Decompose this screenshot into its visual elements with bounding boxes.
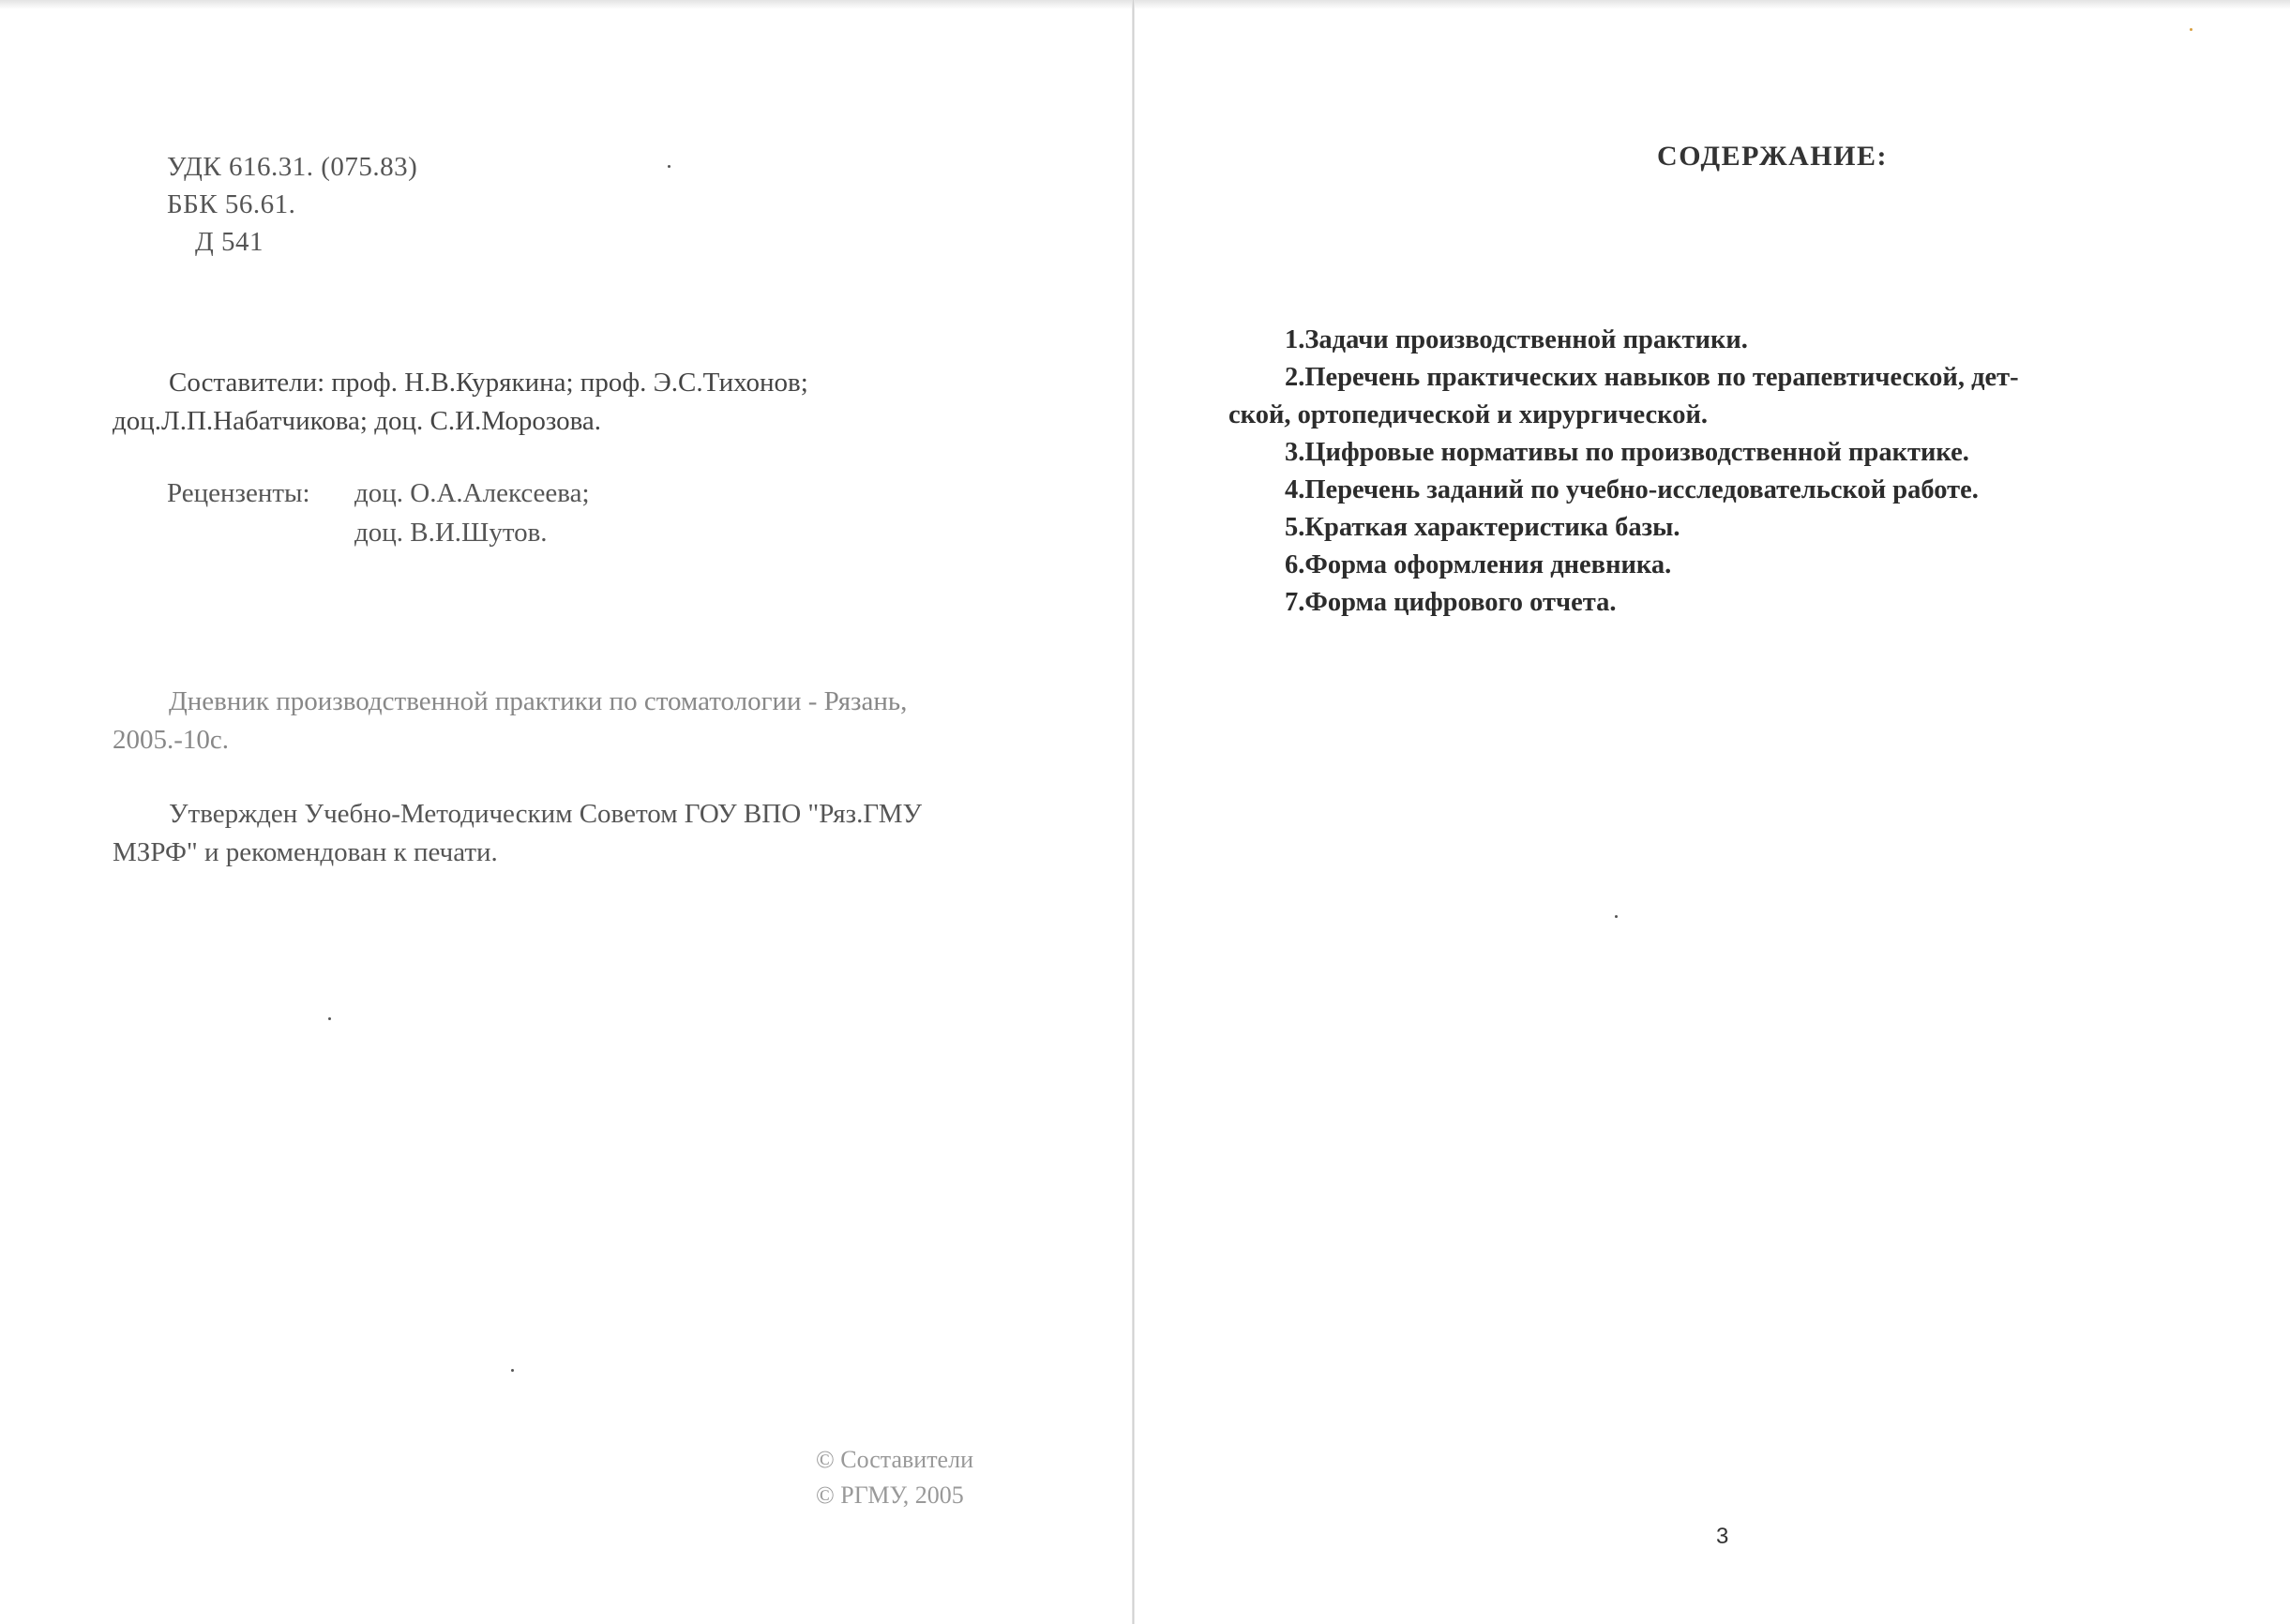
author-sign-code: Д 541 [195, 227, 264, 257]
reviewer-1: доц. О.А.Алексеева; [354, 478, 590, 508]
left-page [0, 0, 1135, 1624]
compilers-line-2: доц.Л.П.Набатчикова; доц. С.И.Морозова. [113, 406, 602, 436]
bibliographic-codes [167, 148, 417, 261]
bbk-code: ББК 56.61. [167, 189, 296, 219]
toc-item-4: 4.Перечень заданий по учебно-исследовательской работе. [1285, 475, 1979, 504]
reviewers-label: Рецензенты: [167, 478, 310, 508]
toc-item-5: 5.Краткая характеристика базы. [1285, 513, 1680, 542]
scan-speck [668, 165, 670, 168]
toc-item-3: 3.Цифровые нормативы по производственной практике. [1285, 438, 1969, 467]
toc-item-7: 7.Форма цифрового отчета. [1285, 588, 1617, 617]
page-number: 3 [1716, 1524, 1729, 1549]
diary-citation [113, 683, 1050, 759]
scan-speck [1615, 915, 1618, 918]
toc-item-6: 6.Форма оформления дневника. [1285, 550, 1672, 579]
toc-item-2-line-1: 2.Перечень практических навыков по терапевтической, дет- [1285, 363, 2019, 392]
scan-speck [328, 1017, 331, 1020]
reviewers-block [167, 474, 590, 552]
approval-statement [113, 795, 1050, 872]
approval-line-2: МЗРФ" и рекомендован к печати. [113, 837, 498, 867]
copyright-university: © РГМУ, 2005 [816, 1481, 964, 1509]
udk-code: УДК 616.31. (075.83) [167, 152, 418, 182]
compilers-line-1: Составители: проф. Н.В.Курякина; проф. Э.С.Тихонов; [169, 368, 808, 398]
diary-line-2: 2005.-10с. [113, 725, 230, 755]
approval-line-1: Утвержден Учебно-Методическим Советом ГОУ ВПО "Ряз.ГМУ [169, 799, 923, 829]
table-of-contents [1228, 322, 2269, 622]
scan-speck [511, 1369, 514, 1372]
diary-line-1: Дневник производственной практики по стоматологии - Рязань, [169, 686, 908, 716]
toc-item-1: 1.Задачи производственной практики. [1285, 325, 1748, 354]
reviewer-2: доц. В.И.Шутов. [354, 518, 548, 548]
contents-title: СОДЕРЖАНИЕ: [1657, 141, 1888, 172]
scan-speck [2190, 28, 2192, 31]
copyright-block [816, 1442, 973, 1513]
right-page [1135, 0, 2290, 1624]
compilers-paragraph [113, 364, 1050, 441]
toc-item-2-line-2: ской, ортопедической и хирургической. [1228, 400, 1709, 429]
copyright-compilers: © Составители [816, 1446, 973, 1473]
